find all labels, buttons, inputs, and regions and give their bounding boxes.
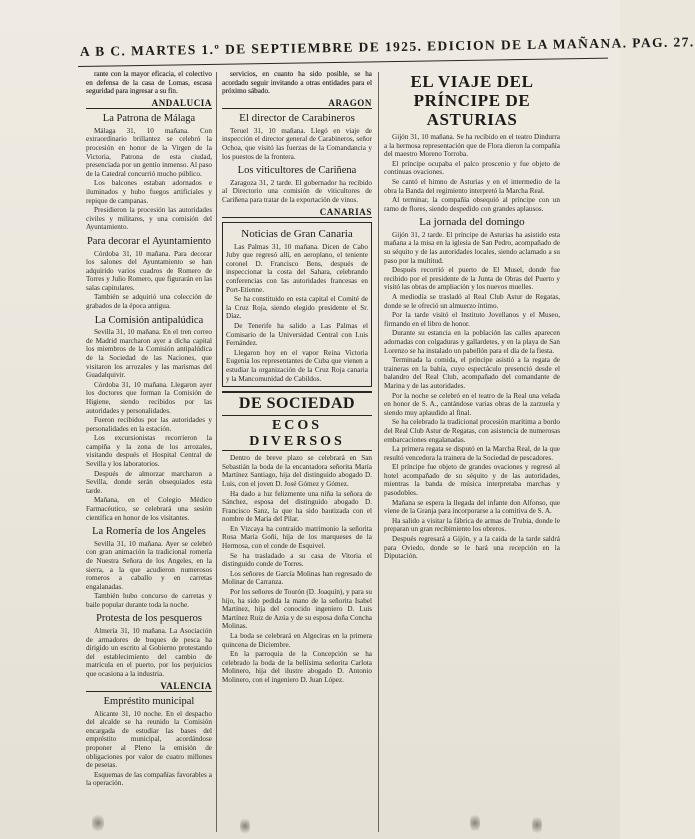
article-paragraph: Zaragoza 31, 2 tarde. El gobernador ha recibido al Directorio una comisión de viticultores de Cariñena para tratar de la exportación de vinos. bbox=[222, 178, 372, 204]
article-paragraph: En la parroquia de la Concepción se ha celebrado la boda de la bellísima señorita Carlota Molinero, hija del ilustre abogado D. Antonio Molinero, con el ingeniero D. Juan López. bbox=[222, 650, 372, 684]
article-paragraph: Por los señores de Tourón (D. Joaquín), y para su hijo, ha sido pedida la mano de la señorita Isabel Martínez, hija del conocido ingeniero D. Luis Martínez Ruiz de Azúa y de su esposa doña Concha Molinas. bbox=[222, 588, 372, 631]
headline-patrona-malaga: La Patrona de Málaga bbox=[102, 113, 196, 125]
article-paragraph: Sevilla 31, 10 mañana. En el tren correo de Madrid marcharon ayer a dicha capital los miembros de la Comisión antipalúdica de la Sociedad de las Naciones, que visitaron los arrozales y las marismas del Guadalquivir. bbox=[86, 328, 212, 380]
article-paragraph: Se ha celebrado la tradicional procesión marítima a bordo del Real Club Astur de Regatas, con asistencia de numerosas embarcaciones engalanadas. bbox=[384, 418, 560, 444]
column-1 bbox=[86, 70, 212, 832]
article-paragraph: Gijón 31, 10 mañana. Se ha recibido en el teatro Dindurra a la hermosa representación que de Flora dieron la compañía del maestro Moreno Torroba. bbox=[384, 133, 560, 159]
canarias-box bbox=[222, 222, 372, 387]
headline-ayuntamiento: Para decorar el Ayuntamiento bbox=[86, 236, 212, 247]
ink-smudge bbox=[240, 816, 250, 836]
article-paragraph: Málaga 31, 10 mañana. Con extraordinario brillantez se celebró la procesión en honor de la Virgen de la Victoria, Patrona de esta ciudad, presenciada por un gentío inmenso. Al paso de la Catedral concurrió mucho público. bbox=[86, 126, 212, 178]
article-paragraph: Teruel 31, 10 mañana. Llegó en viaje de inspección el director general de Carabineros, señor Ochoa, que visitó las fuerzas de la Comandancia y los puestos de la frontera. bbox=[222, 126, 372, 161]
article-paragraph: Sevilla 31, 10 mañana. Ayer se celebró con gran animación la tradicional romería de Nuestra Señora de los Angeles, en la sierra, a la que acudieron numerosos romeros a caballo y en carretas engalanadas. bbox=[86, 539, 212, 591]
article-paragraph: Se ha trasladado a su casa de Vitoria el distinguido conde de Torres. bbox=[222, 551, 372, 569]
headline-comision-antipaludica: La Comisión antipalúdica bbox=[94, 314, 204, 326]
article-paragraph: Los señores de García Molinas han regresado de Molinar de Carranza. bbox=[222, 569, 372, 587]
article-paragraph: Presidieron la procesión las autoridades civiles y militares, y una comisión del Ayuntamiento. bbox=[86, 206, 212, 232]
ink-smudge bbox=[470, 812, 480, 834]
article-paragraph: En Vizcaya ha contraído matrimonio la señorita Rosa María Goñi, hija de los marqueses de la Hermosa, con el conde de Esquivel. bbox=[222, 524, 372, 551]
banner-ecos-diversos: ECOS DIVERSOS bbox=[222, 418, 372, 451]
article-paragraph: Mañana, en el Colegio Médico Farmacéutico, se celebrará una sesión científica en honor de los visitantes. bbox=[86, 496, 212, 522]
headline-viaje-principe: EL VIAJE DEL PRÍNCIPE DE ASTURIAS bbox=[410, 72, 534, 129]
column-divider-2 bbox=[378, 72, 379, 832]
headline-carabineros: El director de Carabineros bbox=[239, 112, 355, 125]
article-paragraph: Terminada la comida, el príncipe asistió a la regata de traineras en la bahía, cuyo espectáculo presenció desde el balandro del Real Club, acompañado del comandante de Marina y de las autoridades. bbox=[384, 356, 560, 390]
article-paragraph: Mañana se espera la llegada del infante don Alfonso, que viene de la Granja para incorporarse a la comitiva de S. A. bbox=[384, 498, 560, 516]
column-2 bbox=[222, 70, 372, 832]
article-paragraph: Córdoba 31, 10 mañana. Llegaron ayer los doctores que forman la Comisión de Higiene, siendo recibidos por las autoridades y personalidades. bbox=[86, 380, 212, 415]
article-paragraph: Por la noche se celebró en el teatro de la Real una velada en honor de S. A., cantándose varias obras de la zarzuela y siendo muy aplaudido al final. bbox=[384, 391, 560, 417]
article-paragraph: Los balcones estaban adornados e iluminados y hubo fuegos artificiales y repique de campanas. bbox=[86, 179, 212, 205]
col1-lead: rante con la mayor eficacia, el colectivo en defensa de la casa de Lomas, escasa seguridad para ingresar a su fin. bbox=[86, 70, 212, 96]
article-paragraph: Fueron recibidos por las autoridades y personalidades en la estación. bbox=[86, 416, 212, 433]
article-paragraph: La boda se celebrará en Algeciras en la primera quincena de Diciembre. bbox=[222, 632, 372, 649]
col2-lead: servicios, en cuanto ha sido posible, se ha acordado seguir invitando a otras entidades para el próximo sábado. bbox=[222, 70, 372, 96]
article-paragraph: Almería 31, 10 mañana. La Asociación de armadores de buques de pesca ha dirigido un escrito al Gobierno protestando del establecimiento del cambio de matrícula en el puerto, por los perjuicios que ocasiona a la industria. bbox=[86, 626, 212, 678]
headline-carinena: Los viticultores de Cariñena bbox=[237, 165, 357, 177]
article-paragraph: Gijón 31, 2 tarde. El príncipe de Asturias ha asistido esta mañana a la misa en la iglesia de San Pedro, acompañado de su séquito y de las autoridades locales, siendo aclamado a su paso por la multitud. bbox=[384, 230, 560, 265]
article-paragraph: Llegaron hoy en el vapor Reina Victoria Eugenia los representantes de Cuba que vienen a estudiar la organización de la Cruz Roja canaria y la Mancomunidad de Cabildos. bbox=[226, 348, 368, 383]
article-paragraph: Después regresará a Gijón, y a la caída de la tarde saldrá para Oviedo, donde se le hará una recepción en la Diputación. bbox=[384, 535, 560, 561]
section-canarias: CANARIAS bbox=[222, 208, 372, 219]
ink-smudge bbox=[532, 814, 542, 836]
section-valencia: VALENCIA bbox=[86, 682, 212, 693]
article-paragraph: Córdoba 31, 10 mañana. Para decorar los salones del Ayuntamiento se han adquirido varios cuadros de Romero de Torres y Julio Romero, que figurarán en las salas capitulares. bbox=[86, 249, 212, 292]
article-paragraph: El príncipe fue objeto de grandes ovaciones y regresó al hotel acompañado de su séquito y de las autoridades, mientras la banda de música interpretaba marchas y pasodobles. bbox=[384, 463, 560, 498]
article-paragraph: Después de almorzar marcharon a Sevilla, donde serán obsequiados esta tarde. bbox=[86, 469, 212, 495]
article-paragraph: Esquemas de las compañías favorables a la operación. bbox=[86, 770, 212, 788]
ink-smudge bbox=[92, 812, 104, 834]
section-andalucia: ANDALUCIA bbox=[86, 99, 212, 110]
column-3 bbox=[384, 70, 560, 832]
headline-gran-canaria: Noticias de Gran Canaria bbox=[241, 228, 353, 241]
article-paragraph: Se ha constituido en esta capital el Comité de la Cruz Roja, siendo elegido presidente el Sr. Díaz. bbox=[226, 295, 368, 321]
article-paragraph: Durante su estancia en la población las calles aparecen adornadas con colgaduras y gallardetes, y en la playa de San Lorenzo se ha instalado un pabellón para el día de la fiesta. bbox=[384, 329, 560, 355]
headline-emprestito: Empréstito municipal bbox=[103, 696, 195, 708]
article-paragraph: A mediodía se trasladó al Real Club Astur de Regatas, donde se le ofreció un almuerzo íntimo. bbox=[384, 293, 560, 310]
article-paragraph: Después recorrió el puerto de El Musel, donde fue recibido por el presidente de la Junta de Obras del Puerto y visitó las obras de ampliación y los nuevos muelles. bbox=[384, 266, 560, 292]
column-divider-1 bbox=[216, 72, 217, 832]
article-paragraph: Al terminar, la compañía obsequió al príncipe con un ramo de flores, siendo despedido con grandes aplausos. bbox=[384, 196, 560, 213]
article-paragraph: También hubo concurso de carretas y baile popular durante toda la noche. bbox=[86, 592, 212, 609]
article-paragraph: Dentro de breve plazo se celebrará en San Sebastián la boda de la encantadora señorita María Martínez Santiago, hija del distinguido abogado D. Luis, con el joven D. José Gómez y Gómez. bbox=[222, 454, 372, 488]
article-paragraph: Se cantó el himno de Asturias y en el intermedio de la obra la Banda del regimiento interpretó la Marcha Real. bbox=[384, 177, 560, 195]
article-paragraph: Por la tarde visitó el Instituto Jovellanos y el Museo, firmando en el libro de honor. bbox=[384, 311, 560, 328]
banner-de-sociedad: DE SOCIEDAD bbox=[222, 391, 372, 416]
headline-jornada-domingo: La jornada del domingo bbox=[419, 216, 525, 229]
section-aragon: ARAGON bbox=[222, 99, 372, 110]
article-paragraph: De Tenerife ha salido a Las Palmas el Comisario de la Universidad Central con Luis Fernández. bbox=[226, 321, 368, 348]
article-paragraph: El príncipe ocupaba el palco proscenio y fue objeto de continuas ovaciones. bbox=[384, 159, 560, 177]
article-paragraph: Las Palmas 31, 10 mañana. Dicen de Cabo Juby que regresó allí, en aeroplano, el teniente coronel D. Francisco Bens, después de inspeccionar la costa del Sahara, celebrando conferencias con las autoridades francesas en Port-Etienne. bbox=[226, 242, 368, 294]
article-paragraph: Ha dado a luz felizmente una niña la señora de Sánchez, esposa del distinguido abogado D. Francisco Sanz, la que ha sido bautizada con el nombre de María del Pilar. bbox=[222, 489, 372, 524]
article-paragraph: La primera regata se disputó en la Marcha Real, de la que resultó vencedora la trainera de la Sociedad de pescadores. bbox=[384, 445, 560, 462]
headline-romeria: La Romería de los Angeles bbox=[92, 526, 206, 538]
article-paragraph: Los excursionistas recorrieron la campiña y la zona de los arrozales, visitando después el Hospital Central de Sevilla y los laboratorios. bbox=[86, 434, 212, 469]
article-paragraph: Ha salido a visitar la fábrica de armas de Trubia, donde le preparan un gran recibimiento los obreros. bbox=[384, 516, 560, 534]
headline-pesqueros: Protesta de los pesqueros bbox=[96, 613, 202, 625]
article-paragraph: También se adquirió una colección de grabados de la época antigua. bbox=[86, 293, 212, 311]
article-paragraph: Alicante 31, 10 noche. En el despacho del alcalde se ha reunido la Comisión encargada de estudiar las bases del empréstito municipal, acordándose proponer al Pleno la emisión de obligaciones por valor de cuatro millones de pesetas. bbox=[86, 709, 212, 770]
page-header: A B C. MARTES 1.º DE SEPTIEMBRE DE 1925. EDICION DE LA MAÑANA. PAG. 27. bbox=[79, 34, 695, 59]
